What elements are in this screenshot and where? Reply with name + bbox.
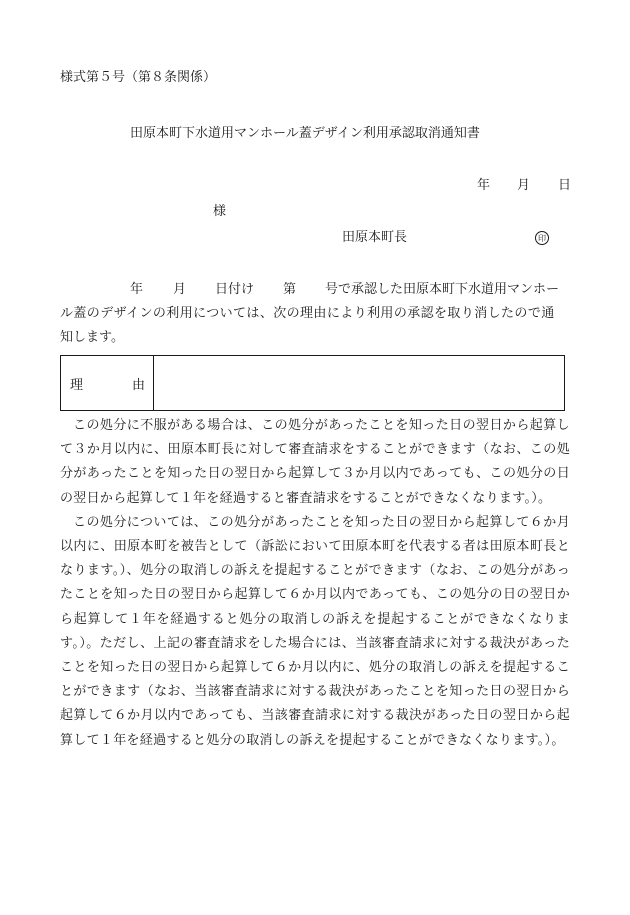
intro-month-label: 月 <box>173 282 187 297</box>
date-month-label: 月 <box>517 178 531 193</box>
notice-section <box>60 414 570 753</box>
intro-year-label: 年 <box>130 282 144 297</box>
intro-dated-label: 日付け <box>215 282 255 297</box>
sender-name: 田原本町長 <box>342 230 408 245</box>
reason-value-cell <box>154 356 564 410</box>
seal-icon: 印 <box>535 231 549 245</box>
intro-line-3: 知します。 <box>60 330 124 345</box>
lawsuit-notice: この処分については、この処分があったことを知った日の翌日から起算して６か月以内に、田原本町を被告として（訴訟において田原本町を代表する者は田原本町長となります。）、処分の取消しの訴えを提起することができます（なお、この処分があったことを知った日の翌日から起算して６か月以内であっても、この処分の日の翌日から起算して１年を経過すると処分の取消しの訴えを提起することができなくなります。）。ただし、上記の審査請求をした場合には、当該審査請求に対する裁決があったことを知った日の翌日から起算して６か月以内に、処分の取消しの訴えを提起することができます（なお、当該審査請求に対する裁決があったことを知った日の翌日から起算して６か月以内であっても、当該審査請求に対する裁決があった日の翌日から起算して１年を経過すると処分の取消しの訴えを提起することができなくなります。）。 <box>60 514 570 748</box>
reason-label-cell <box>61 356 154 410</box>
addressee-honorific: 様 <box>213 204 227 219</box>
date-day-label: 日 <box>558 178 572 193</box>
document-title: 田原本町下水道用マンホール蓋デザイン利用承認取消通知書 <box>130 126 480 141</box>
objection-notice: この処分に不服がある場合は、この処分があったことを知った日の翌日から起算して３か月以内に、田原本町長に対して審査請求をすることができます（なお、この処分があったことを知った日の翌日から起算して３か月以内であっても、この処分の日の翌日から起算して１年を経過すると審査請求をすることができなくなります。）。 <box>60 418 570 506</box>
reason-table <box>60 355 565 411</box>
date-year-label: 年 <box>477 178 491 193</box>
intro-line-1: 号で承認した田原本町下水道用マンホー <box>325 282 560 297</box>
intro-number-prefix: 第 <box>283 282 297 297</box>
reason-label-char-2: 由 <box>131 377 145 393</box>
seal-mark <box>535 230 549 246</box>
intro-line-2: ル蓋のデザインの利用については、次の理由により利用の承認を取り消したので通 <box>60 306 555 321</box>
reason-label-char-1: 理 <box>70 377 84 393</box>
form-header: 様式第５号（第８条関係） <box>60 70 217 85</box>
